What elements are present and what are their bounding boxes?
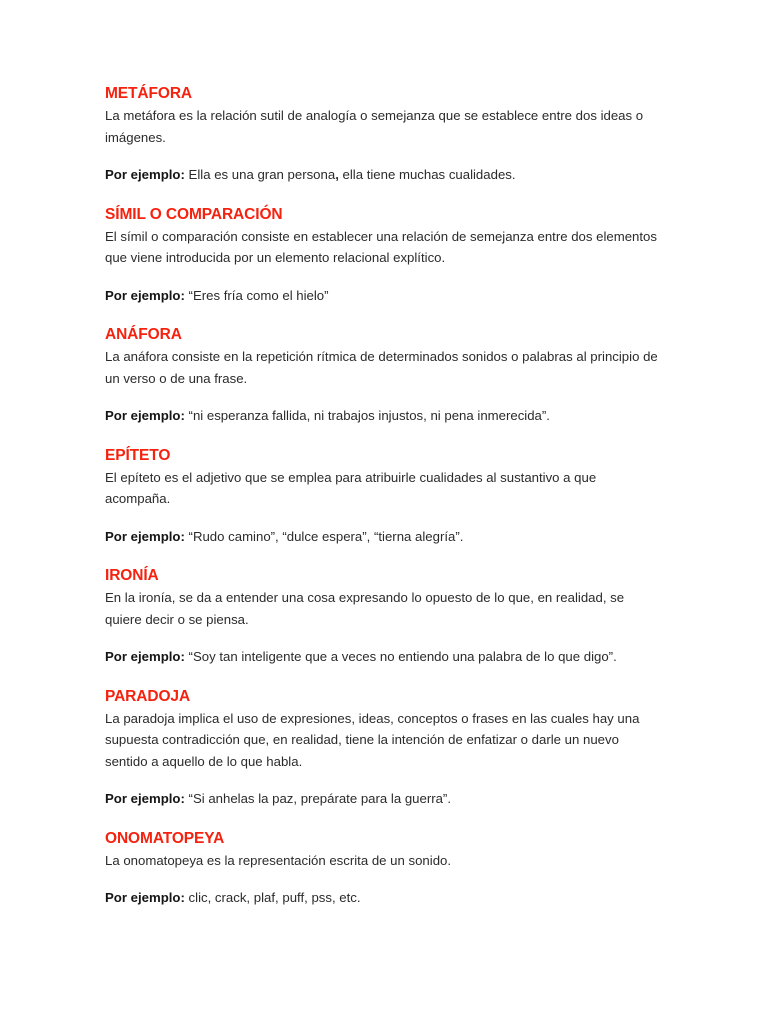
example-label-epiteto: Por ejemplo: [105, 528, 181, 544]
example-label-paradoja: Por ejemplo: [105, 791, 181, 806]
section-metafora: [105, 84, 663, 186]
section-simil-o-comparacion: [105, 205, 663, 307]
section-heading-onomatopeya: ONOMATOPEYA: [105, 829, 225, 847]
example-text-simil-o-comparacion: “Eres fría como el hielo”: [184, 287, 329, 303]
example-metafora: [105, 164, 663, 186]
section-anafora: [105, 325, 663, 427]
section-body-metafora: La metáfora es la relación sutil de analogía o semejanza que se establece entre dos ideas o imágenes.: [105, 108, 644, 145]
example-text-paradoja: “Si anhelas la paz, prepárate para la guerra”.: [184, 791, 451, 806]
section-body-epiteto: El epíteto es el adjetivo que se emplea para atribuirle cualidades al sustantivo a que acompaña.: [105, 469, 597, 506]
example-text-ironia: “Soy tan inteligente que a veces no entiendo una palabra de lo que digo”.: [184, 649, 617, 664]
section-ironia: [105, 566, 663, 668]
example-separator-anafora: :: [180, 408, 185, 423]
example-onomatopeya: [105, 887, 663, 909]
section-body-paradoja: La paradoja implica el uso de expresiones, ideas, conceptos o frases en las cuales hay una supuesta contradicción que, en realidad, tiene la intención de enfatizar o darle un nuevo sentido a aquello de lo que habla.: [105, 710, 640, 769]
section-body-simil-o-comparacion: El símil o comparación consiste en establecer una relación de semejanza entre dos elementos que viene introducida por un elemento relacional explítico.: [105, 228, 657, 265]
example-text-epiteto: “Rudo camino”, “dulce espera”, “tierna alegría”.: [184, 528, 464, 544]
example-separator-epiteto: :: [180, 528, 185, 544]
example-label-onomatopeya: Por ejemplo: [105, 890, 181, 905]
section-heading-paradoja: PARADOJA: [105, 687, 191, 705]
section-body-ironia: En la ironía, se da a entender una cosa expresando lo opuesto de lo que, en realidad, se quiere decir o se piensa.: [105, 590, 625, 627]
example-label-ironia: Por ejemplo: [105, 649, 181, 664]
document-body: [105, 84, 663, 909]
example-separator-simil-o-comparacion: :: [180, 287, 185, 303]
section-heading-simil-o-comparacion: SÍMIL O COMPARACIÓN: [105, 205, 283, 223]
section-body-onomatopeya: La onomatopeya es la representación escrita de un sonido.: [105, 852, 452, 868]
example-label-simil-o-comparacion: Por ejemplo: [105, 287, 181, 303]
example-separator-paradoja: :: [180, 791, 185, 806]
example-label-metafora: Por ejemplo: [105, 167, 181, 182]
example-text-metafora-part1: Ella es una gran persona: [184, 167, 336, 182]
section-heading-ironia: IRONÍA: [105, 567, 159, 584]
example-epiteto: [105, 526, 663, 548]
section-paradoja: [105, 687, 663, 810]
section-heading-anafora: ANÁFORA: [105, 326, 182, 343]
example-text-onomatopeya: clic, crack, plaf, puff, pss, etc.: [184, 890, 361, 905]
example-text-metafora-part2: ella tiene muchas cualidades.: [338, 167, 516, 182]
example-simil-o-comparacion: [105, 285, 663, 307]
example-ironia: [105, 646, 663, 668]
section-onomatopeya: [105, 829, 663, 909]
example-anafora: [105, 405, 663, 427]
example-paradoja: [105, 788, 663, 810]
example-separator-metafora: :: [180, 167, 185, 182]
section-body-anafora: La anáfora consiste en la repetición rítmica de determinados sonidos o palabras al principio de un verso o de una frase.: [105, 349, 658, 386]
section-heading-epiteto: EPÍTETO: [105, 446, 171, 464]
example-label-anafora: Por ejemplo: [105, 408, 181, 423]
example-separator-ironia: :: [180, 649, 185, 664]
example-text-anafora: “ni esperanza fallida, ni trabajos injustos, ni pena inmerecida”.: [184, 408, 550, 423]
example-comma-metafora: ,: [335, 167, 339, 182]
section-epiteto: [105, 446, 663, 548]
example-separator-onomatopeya: :: [180, 890, 185, 905]
section-heading-metafora: METÁFORA: [105, 85, 193, 102]
